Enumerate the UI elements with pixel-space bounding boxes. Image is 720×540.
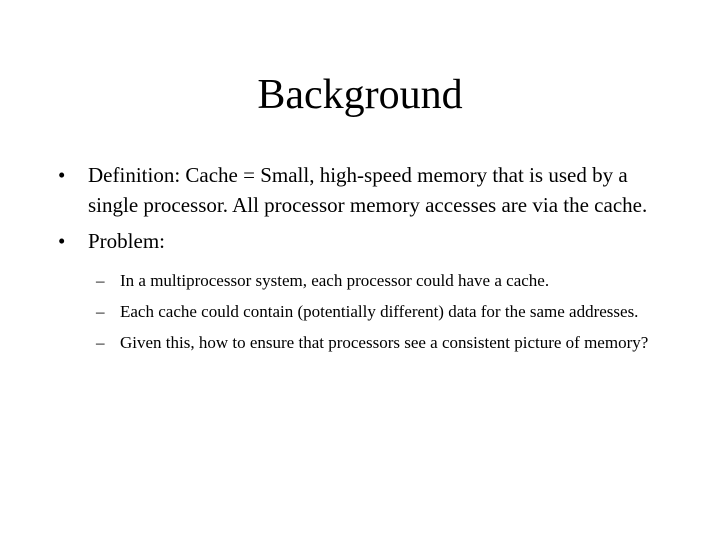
bullet-text: Problem: [88,229,165,253]
sub-bullet-text: In a multiprocessor system, each processor could have a cache. [120,271,550,290]
bullet-problem [56,226,676,256]
sub-bullet-marker: – [96,271,105,290]
slide-title: Background [257,72,463,118]
sub-bullet-marker: – [96,333,105,352]
bullet-marker: • [58,229,66,253]
sub-bullet-marker: – [96,302,105,321]
sub-bullet-multiprocessor [88,268,676,293]
bullet-text: Definition: Cache = Small, high-speed memory that is used by a single processor. All processor memory accesses are via the cache. [88,163,648,217]
bullet-marker: • [58,163,66,187]
bullet-list [56,160,676,361]
sub-bullet-different-data [88,299,676,324]
sub-bullet-consistency [88,330,676,355]
sub-bullet-text: Given this, how to ensure that processors see a consistent picture of memory? [120,333,649,352]
sub-bullet-text: Each cache could contain (potentially different) data for the same addresses. [120,302,639,321]
bullet-definition [56,160,676,220]
sub-bullet-list [88,268,676,355]
